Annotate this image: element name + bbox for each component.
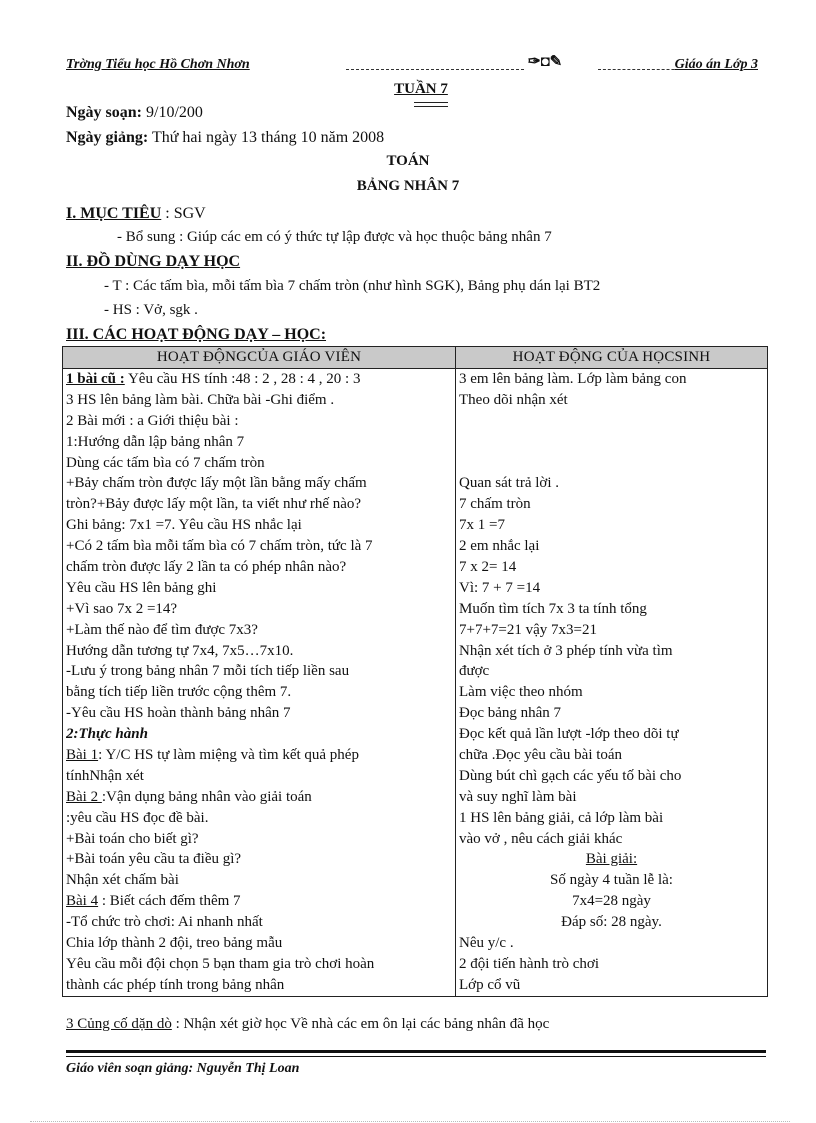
- teacher-line-text: Yêu cầu mỗi đội chọn 5 bạn tham gia trò chơi hoàn: [66, 955, 375, 972]
- student-line: [459, 369, 764, 390]
- teacher-line: [66, 891, 452, 912]
- teacher-line: [66, 975, 452, 996]
- student-line: [459, 891, 764, 912]
- student-line: [459, 557, 764, 578]
- teacher-line: [66, 390, 452, 411]
- footer-rule-thick: [66, 1050, 766, 1053]
- student-line-text: Số ngày 4 tuần lễ là:: [550, 872, 673, 889]
- teacher-line-text: +Có 2 tấm bìa mỗi tấm bìa có 7 chấm tròn, tức là 7: [66, 538, 373, 555]
- teacher-line-text: Yêu cầu HS tính :48 : 2 , 28 : 4 , 20 : 3: [124, 371, 361, 387]
- teacher-line: [66, 515, 452, 536]
- student-line: [459, 933, 764, 954]
- footer-rule-thin: [66, 1056, 766, 1057]
- teacher-line: [66, 641, 452, 662]
- student-line: [459, 870, 764, 891]
- teacher-line-text: Nhận xét chấm bài: [66, 872, 179, 889]
- teacher-line-text: 3 HS lên bảng làm bài. Chữa bài -Ghi điểm .: [66, 391, 335, 408]
- page-bottom-border: [30, 1121, 790, 1122]
- student-line-text: 3 em lên bảng làm. Lớp làm bảng con: [459, 371, 687, 387]
- teacher-line-text: : Biết cách đếm thêm 7: [98, 893, 241, 910]
- header-ornament: ✑◘✎: [528, 54, 563, 70]
- student-line: [459, 703, 764, 724]
- student-line: [459, 599, 764, 620]
- teacher-line-text: +Bảy chấm tròn được lấy một lần bằng mấy chấm: [66, 475, 367, 492]
- student-line: [459, 515, 764, 536]
- teacher-line-lead: Bài 2: [66, 788, 102, 805]
- student-line: [459, 641, 764, 662]
- student-line: [459, 661, 764, 682]
- teacher-line-text: -Lưu ý trong bảng nhân 7 mỗi tích tiếp liền sau: [66, 663, 350, 680]
- closing-note: 3 Củng cố dặn dò : Nhận xét giờ học Về nhà các em ôn lại các bảng nhân đã học: [66, 1016, 550, 1032]
- teacher-line-text: +Vì sao 7x 2 =14?: [66, 600, 178, 617]
- student-activities-cell: [456, 369, 768, 997]
- student-line-text: Lớp cổ vũ: [459, 976, 521, 993]
- student-line-text: 7x4=28 ngày: [572, 893, 651, 910]
- teacher-line-lead: Bài 1: [66, 747, 99, 764]
- student-line: [459, 808, 764, 829]
- teacher-line: [66, 557, 452, 578]
- teacher-line-text: 2 Bài mới : a Giới thiệu bài :: [66, 412, 239, 429]
- teacher-column-header: HOẠT ĐỘNGCỦA GIÁO VIÊN: [63, 347, 456, 369]
- student-line-text: 7+7+7=21 vậy 7x3=21: [459, 621, 597, 638]
- teacher-line: [66, 766, 452, 787]
- teacher-line: [66, 912, 452, 933]
- table-header-row: [63, 347, 768, 369]
- grade-label: Giáo án Lớp 3: [674, 57, 758, 72]
- teacher-line: [66, 369, 452, 390]
- teacher-line: [66, 432, 452, 453]
- student-line: [459, 849, 764, 870]
- teacher-line-text: :yêu cầu HS đọc đề bài.: [66, 809, 209, 826]
- teacher-line-text: +Bài toán yêu cầu ta điều gì?: [66, 851, 242, 868]
- teacher-line-lead: 1 bài cũ :: [66, 371, 125, 387]
- student-line: [459, 745, 764, 766]
- prep-date: Ngày soạn: 9/10/200: [66, 104, 203, 121]
- table-body-row: [63, 369, 768, 997]
- teacher-line: [66, 473, 452, 494]
- student-line: [459, 494, 764, 515]
- teacher-line: [66, 494, 452, 515]
- student-line: [459, 766, 764, 787]
- section-objectives: I. MỤC TIÊU : SGV: [66, 205, 206, 222]
- student-line-text: Làm việc theo nhóm: [459, 684, 583, 701]
- materials-student: - HS : Vở, sgk .: [104, 302, 198, 318]
- section-materials: II. ĐỒ DÙNG DẠY HỌC: [66, 253, 241, 270]
- student-line-text: Đáp số: 28 ngày.: [561, 914, 662, 931]
- student-line: [459, 954, 764, 975]
- teacher-line-text: -Yêu cầu HS hoàn thành bảng nhân 7: [66, 705, 291, 722]
- activities-table: [62, 346, 768, 997]
- student-line-text: Quan sát trả lời .: [459, 475, 559, 492]
- teacher-line: [66, 724, 452, 745]
- page-header: [66, 56, 758, 76]
- lesson-title: BẢNG NHÂN 7: [356, 178, 460, 194]
- student-line: [459, 453, 764, 474]
- week-label: TUẦN 7: [394, 81, 448, 97]
- teacher-line-text: : Y/C HS tự làm miệng và tìm kết quả phép: [98, 747, 359, 764]
- student-line-text: 7 x 2= 14: [459, 559, 517, 576]
- student-line-text: Đọc bảng nhân 7: [459, 705, 562, 722]
- teacher-line: [66, 829, 452, 850]
- student-line-text: Muốn tìm tích 7x 3 ta tính tổng: [459, 600, 647, 617]
- teacher-line: [66, 453, 452, 474]
- student-line-text: 2 em nhắc lại: [459, 538, 540, 555]
- student-line-text: Đọc kết quả lần lượt -lớp theo dõi tự: [459, 726, 679, 743]
- student-line-text: Bài giải:: [585, 851, 638, 868]
- header-dash-left: [346, 69, 524, 70]
- materials-teacher: - T : Các tấm bìa, mỗi tấm bìa 7 chấm tròn (như hình SGK), Bảng phụ dán lại BT2: [104, 278, 601, 294]
- student-line: [459, 829, 764, 850]
- teacher-line-text: +Bài toán cho biết gì?: [66, 830, 199, 847]
- teacher-line-text: tínhNhận xét: [66, 767, 144, 784]
- teacher-line-text: -Tổ chức trò chơi: Ai nhanh nhất: [66, 914, 263, 931]
- week-title: [0, 80, 816, 98]
- teacher-line-text: Yêu cầu HS lên bảng ghi: [66, 579, 217, 596]
- teacher-line: [66, 787, 452, 808]
- teacher-line-text: bằng tích tiếp liền trước cộng thêm 7.: [66, 684, 292, 701]
- teacher-line-text: Chia lớp thành 2 đội, treo bảng mẫu: [66, 935, 283, 952]
- subject-title: TOÁN: [386, 153, 430, 169]
- student-line: [459, 473, 764, 494]
- student-column-header: HOẠT ĐỘNG CỦA HỌCSINH: [456, 347, 768, 369]
- teacher-line-text: +Làm thế nào để tìm được 7x3?: [66, 621, 258, 638]
- teacher-line-text: 1:Hướng dẫn lập bảng nhân 7: [66, 433, 245, 450]
- student-line-text: được: [459, 663, 490, 680]
- teacher-line-lead: Bài 4: [66, 893, 99, 910]
- teacher-line: [66, 536, 452, 557]
- student-line-text: 1 HS lên bảng giải, cả lớp làm bài: [459, 809, 664, 826]
- student-line-text: và suy nghĩ làm bài: [459, 788, 577, 805]
- student-line: [459, 411, 764, 432]
- teacher-line: [66, 933, 452, 954]
- student-line: [459, 682, 764, 703]
- teacher-line: [66, 870, 452, 891]
- student-line: [459, 578, 764, 599]
- teacher-line-text: tròn?+Bảy được lấy một lần, ta viết như rhế nào?: [66, 496, 362, 513]
- student-line: [459, 724, 764, 745]
- student-line-text: Nêu y/c .: [459, 935, 514, 952]
- student-line: [459, 432, 764, 453]
- student-line-text: 7x 1 =7: [459, 517, 505, 534]
- teacher-line-text: Dùng các tấm bìa có 7 chấm tròn: [66, 454, 265, 471]
- student-line-text: 2 đội tiến hành trò chơi: [459, 955, 599, 972]
- student-line-text: Dùng bút chì gạch các yếu tố bài cho: [459, 767, 682, 784]
- section-activities: III. CÁC HOẠT ĐỘNG DẠY – HỌC:: [66, 326, 327, 343]
- teacher-line: [66, 745, 452, 766]
- student-line-text: Theo dõi nhận xét: [459, 391, 568, 408]
- teacher-line-text: thành các phép tính trong bảng nhân: [66, 976, 285, 993]
- teacher-line-text: :Vận dụng bảng nhân vào giải toán: [101, 788, 312, 805]
- objectives-extra: - Bổ sung : Giúp các em có ý thức tự lập được và học thuộc bảng nhân 7: [117, 229, 552, 245]
- teacher-line: [66, 682, 452, 703]
- school-name: Trờng Tiểu học Hồ Chơn Nhơn: [66, 57, 250, 72]
- student-line-text: Nhận xét tích ở 3 phép tính vừa tìm: [459, 642, 673, 659]
- student-line: [459, 975, 764, 996]
- teacher-line: [66, 620, 452, 641]
- teacher-line: [66, 411, 452, 432]
- teacher-line: [66, 703, 452, 724]
- teacher-line-text: 2:Thực hành: [66, 726, 148, 743]
- student-line: [459, 912, 764, 933]
- teacher-activities-cell: [63, 369, 456, 997]
- teacher-line: [66, 808, 452, 829]
- student-line-text: chữa .Đọc yêu cầu bài toán: [459, 747, 623, 764]
- teach-date: Ngày giảng: Thứ hai ngày 13 tháng 10 năm 2008: [66, 129, 385, 146]
- teacher-line-text: Hướng dẫn tương tự 7x4, 7x5…7x10.: [66, 642, 294, 659]
- student-line-text: 7 chấm tròn: [459, 496, 531, 513]
- teacher-line: [66, 661, 452, 682]
- student-line-text: Vì: 7 + 7 =14: [459, 579, 541, 596]
- teacher-line: [66, 599, 452, 620]
- teacher-line: [66, 954, 452, 975]
- teacher-line-text: Ghi bảng: 7x1 =7. Yêu cầu HS nhắc lại: [66, 517, 302, 534]
- student-line: [459, 620, 764, 641]
- teacher-line-text: chấm tròn được lấy 2 lần ta có phép nhân nào?: [66, 559, 347, 576]
- student-line: [459, 536, 764, 557]
- teacher-signature: Giáo viên soạn giảng: Nguyễn Thị Loan: [66, 1061, 300, 1076]
- week-double-underline: [414, 102, 448, 107]
- student-line: [459, 390, 764, 411]
- student-line: [459, 787, 764, 808]
- teacher-line: [66, 578, 452, 599]
- teacher-line: [66, 849, 452, 870]
- student-line-text: vào vở , nêu cách giải khác: [459, 830, 623, 847]
